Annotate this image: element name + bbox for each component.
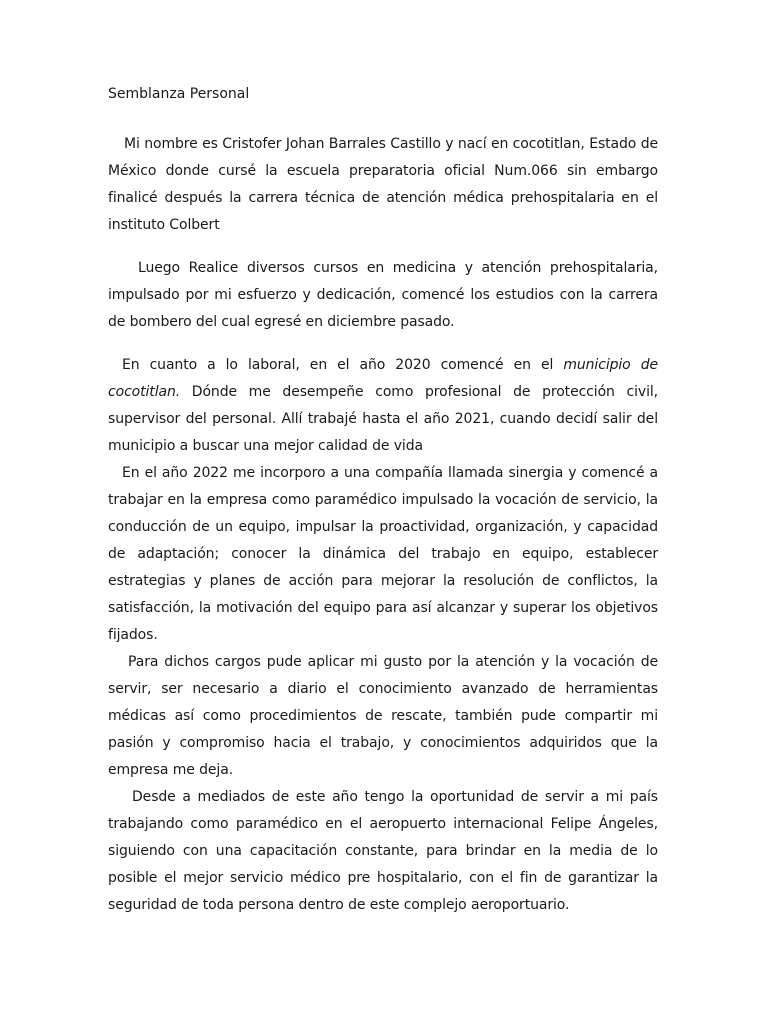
paragraph-work-text-start: En cuanto a lo laboral, en el año 2020 comencé en el xyxy=(122,357,564,373)
paragraph-skills-text: Para dichos cargos pude aplicar mi gusto por la atención y la vocación de servir, ser necesario a diario el conocimiento avanzado de herramientas médicas así como procedimientos de rescate, también pude compartir mi pasión y compromiso hacia el trabajo, y conocimientos adquiridos que la empresa me deja. xyxy=(108,654,658,778)
paragraph-work-text-end: Dónde me desempeñe como profesional de protección civil, supervisor del personal. Allí trabajé hasta el año 2021, cuando decidí salir del municipio a buscar una mejor calidad de vida xyxy=(108,384,658,454)
paragraph-work-sinergia xyxy=(108,460,658,649)
paragraph-origin-text: Mi nombre es Cristofer Johan Barrales Castillo y nací en cocotitlan, Estado de México donde cursé la escuela preparatoria oficial Num.066 sin embargo finalicé después la carrera técnica de atención médica prehospitalaria en el instituto Colbert xyxy=(108,136,658,233)
paragraph-origin xyxy=(108,131,658,239)
paragraph-work-emphasis: municipio de cocotitlan. xyxy=(108,357,659,400)
document-body xyxy=(108,84,658,919)
paragraph-studies xyxy=(108,255,658,336)
paragraph-work-sinergia-text: En el año 2022 me incorporo a una compañía llamada sinergia y comencé a trabajar en la empresa como paramédico impulsado la vocación de servicio, la conducción de un equipo, impulsar la proactividad, organización, y capacidad de adaptación; conocer la dinámica del trabajo en equipo, establecer estrategias y planes de acción para mejorar la resolución de conflictos, la satisfacción, la motivación del equipo para así alcanzar y superar los objetivos fijados. xyxy=(108,465,658,643)
document-title: Semblanza Personal xyxy=(108,86,250,102)
paragraph-work-municipality xyxy=(108,352,658,460)
paragraph-skills xyxy=(108,649,658,784)
paragraph-airport xyxy=(108,784,658,919)
paragraph-airport-text: Desde a mediados de este año tengo la oportunidad de servir a mi país trabajando como paramédico en el aeropuerto internacional Felipe Ángeles, siguiendo con una capacitación constante, para brindar en la media de lo posible el mejor servicio médico pre hospitalario, con el fin de garantizar la seguridad de toda persona dentro de este complejo aeroportuario. xyxy=(108,789,658,913)
paragraph-studies-text: Luego Realice diversos cursos en medicina y atención prehospitalaria, impulsado por mi esfuerzo y dedicación, comencé los estudios con la carrera de bombero del cual egresé en diciembre pasado. xyxy=(108,260,658,330)
